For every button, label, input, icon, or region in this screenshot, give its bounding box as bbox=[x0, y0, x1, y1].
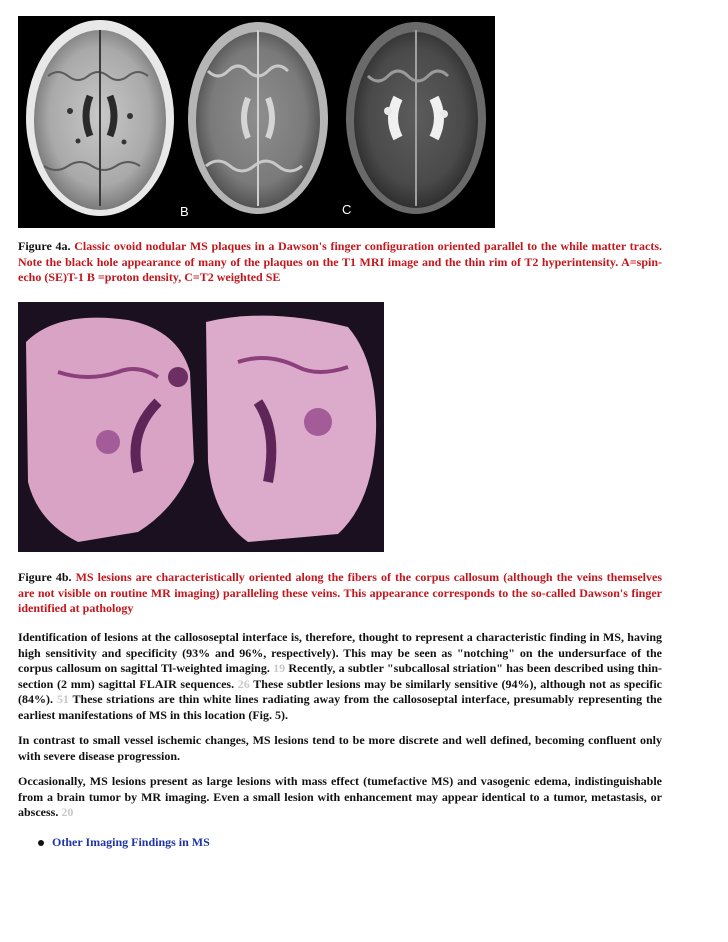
list-item bbox=[38, 835, 210, 850]
caption-text: Classic ovoid nodular MS plaques in a Dawson's finger configuration oriented parallel to the while matter tracts. Note the black hole appearance of many of the plaques on the T1 MRI image and the thin rim of T2 hyperintensity. A=spin-echo (SE)T-1 B =proton density, C=T2 weighted SE bbox=[18, 239, 662, 284]
reference-26[interactable]: 26 bbox=[237, 676, 250, 691]
paragraph-small-vessel bbox=[18, 733, 662, 764]
figure-4b-caption bbox=[18, 570, 662, 617]
paragraph-text: These striations are thin white lines radiating away from the callososeptal interface, presumably representing the earliest manifestations of MS in this location (Fig. 5). bbox=[18, 692, 662, 722]
caption-text: MS lesions are characteristically oriented along the fibers of the corpus callosum (although the veins themselves are not visible on routine MR imaging) paralleling these veins. This appearance corresponds to the so-called Dawson's finger identified at pathology bbox=[18, 570, 663, 615]
paragraph-text: In contrast to small vessel ischemic changes, MS lesions tend to be more discrete and well defined, becoming confluent only with severe disease progression. bbox=[18, 733, 662, 763]
paragraph-text: Identification of lesions at the callososeptal interface is, therefore, thought to represent a characteristic finding in MS, having high sensitivity and specificity (93% and 96%, respectively). This may be seen as "notching" on the undersurface of the corpus callosum on sagittal Tl-weighted imaging. bbox=[18, 630, 662, 675]
paragraph-tumefactive bbox=[18, 774, 662, 821]
reference-51[interactable]: 51 bbox=[56, 692, 69, 706]
figure-4a-caption bbox=[18, 239, 662, 286]
caption-label: Figure 4b. bbox=[18, 570, 72, 584]
paragraph-text: These subtler lesions may be similarly sensitive (94%), although not as specific (84%). bbox=[18, 676, 662, 706]
reference-20[interactable]: 20 bbox=[61, 805, 74, 819]
panel-label-b: B bbox=[180, 204, 189, 219]
reference-19[interactable]: 19 bbox=[273, 661, 286, 675]
mri-panel-b bbox=[178, 16, 335, 228]
panel-label-c: C bbox=[342, 202, 352, 217]
paragraph-callososeptal bbox=[18, 630, 662, 723]
caption-label: Figure 4a. bbox=[18, 239, 71, 253]
other-imaging-findings-link[interactable]: Other Imaging Findings in MS bbox=[52, 835, 210, 849]
mri-panel-c bbox=[336, 16, 495, 228]
figure-4b-pathology-image bbox=[18, 302, 384, 552]
bullet-icon bbox=[38, 840, 44, 846]
paragraph-text: Recently, a subtler "subcallosal striation" has been described using thin-section (2 mm) sagittal FLAIR sequences. bbox=[18, 661, 663, 691]
mri-panel-a bbox=[26, 20, 174, 216]
paragraph-text: Occasionally, MS lesions present as large lesions with mass effect (tumefactive MS) and vasogenic edema, indistinguishable from a brain tumor by MR imaging. Even a small lesion with enhancement may appear identical to a tumor, metastasis, or abscess. bbox=[18, 774, 662, 819]
related-links-list bbox=[38, 835, 210, 850]
figure-4a-mri-image bbox=[18, 16, 495, 228]
